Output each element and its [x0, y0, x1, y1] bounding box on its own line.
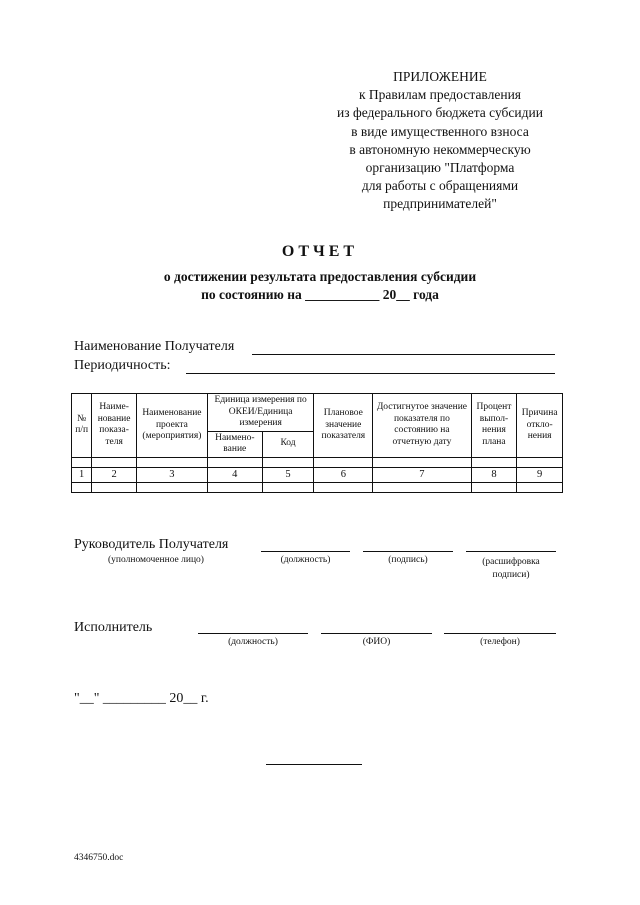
appendix-header — [300, 68, 580, 214]
header-unit: Единица измерения по ОКЕИ/Единица измерения — [207, 394, 314, 432]
table-cell[interactable] — [517, 457, 563, 467]
appendix-line: к Правилам предоставления — [358, 87, 522, 103]
report-subtitle — [0, 268, 640, 303]
bottom-divider — [266, 763, 362, 765]
subtitle-line-2: по состоянию на ___________ 20__ года — [201, 286, 439, 302]
table-cell[interactable] — [72, 457, 92, 467]
table-cell[interactable] — [92, 457, 137, 467]
table-cell[interactable] — [262, 457, 314, 467]
executor-label: Исполнитель — [74, 620, 153, 635]
executor-position-caption: (должность) — [228, 637, 278, 647]
header-project: Наименование проекта (мероприятия) — [136, 394, 207, 458]
col-number: 9 — [517, 467, 563, 482]
table-cell[interactable] — [471, 482, 517, 492]
report-table — [71, 393, 563, 493]
table-cell[interactable] — [262, 482, 314, 492]
header-percent: Процент выпол- нения плана — [471, 394, 517, 458]
head-decryption-line[interactable] — [466, 550, 556, 552]
header-unit-name: Наимено- вание — [207, 431, 262, 457]
executor-position-line[interactable] — [198, 632, 308, 634]
table-cell[interactable] — [373, 457, 471, 467]
table-cell[interactable] — [517, 482, 563, 492]
table-cell[interactable] — [72, 482, 92, 492]
head-position-line[interactable] — [261, 550, 350, 552]
col-number: 7 — [373, 467, 471, 482]
appendix-line: из федерального бюджета субсидии — [337, 105, 543, 121]
table-cell[interactable] — [207, 457, 262, 467]
executor-name-line[interactable] — [321, 632, 432, 634]
table-cell[interactable] — [373, 482, 471, 492]
table-cell[interactable] — [207, 482, 262, 492]
table-cell[interactable] — [136, 457, 207, 467]
head-sublabel: (уполномоченное лицо) — [108, 555, 204, 565]
header-planned: Плановое значение показателя — [314, 394, 373, 458]
head-decryption-caption: (расшифровка подписи) — [482, 557, 540, 580]
recipient-label: Наименование Получателя — [74, 339, 235, 354]
table-cell[interactable] — [314, 457, 373, 467]
date-line: "__" _________ 20__ г. — [74, 691, 209, 706]
header-achieved: Достигнутое значение показателя по состоянию на отчетную дату — [373, 394, 471, 458]
appendix-line: предпринимателей" — [383, 196, 497, 212]
col-number: 8 — [471, 467, 517, 482]
executor-phone-caption: (телефон) — [480, 637, 520, 647]
appendix-line: в виде имущественного взноса — [351, 123, 529, 139]
table-cell[interactable] — [92, 482, 137, 492]
table-header-row — [72, 394, 563, 432]
header-num: № п/п — [72, 394, 92, 458]
table-row — [72, 482, 563, 492]
appendix-line: организацию "Платформа — [365, 160, 515, 176]
col-number: 3 — [136, 467, 207, 482]
head-label: Руководитель Получателя — [74, 537, 229, 552]
head-position-caption: (должность) — [280, 555, 331, 565]
header-indicator: Наиме- нование показа- теля — [92, 394, 137, 458]
executor-phone-line[interactable] — [444, 632, 556, 634]
table-cell[interactable] — [136, 482, 207, 492]
appendix-line: ПРИЛОЖЕНИЕ — [393, 69, 487, 84]
header-reason: Причина откло- нения — [517, 394, 563, 458]
doc-id: 4346750.doc — [74, 853, 124, 863]
col-number: 4 — [207, 467, 262, 482]
report-title: ОТЧЕТ — [281, 243, 359, 260]
periodicity-label: Периодичность: — [74, 358, 171, 373]
periodicity-line[interactable] — [186, 372, 555, 374]
table-row — [72, 457, 563, 467]
col-number: 5 — [262, 467, 314, 482]
table-number-row — [72, 467, 563, 482]
col-number: 1 — [72, 467, 92, 482]
head-signature-caption: (подпись) — [388, 555, 428, 565]
head-signature-line[interactable] — [363, 550, 453, 552]
appendix-line: для работы с обращениями — [361, 178, 519, 194]
header-unit-code: Код — [262, 431, 314, 457]
recipient-line[interactable] — [252, 353, 555, 355]
table-cell[interactable] — [314, 482, 373, 492]
subtitle-line-1: о достижении результата предоставления субсидии — [163, 269, 477, 284]
col-number: 6 — [314, 467, 373, 482]
appendix-line: в автономную некоммерческую — [349, 141, 531, 157]
table-cell[interactable] — [471, 457, 517, 467]
col-number: 2 — [92, 467, 137, 482]
executor-name-caption: (ФИО) — [362, 637, 391, 647]
